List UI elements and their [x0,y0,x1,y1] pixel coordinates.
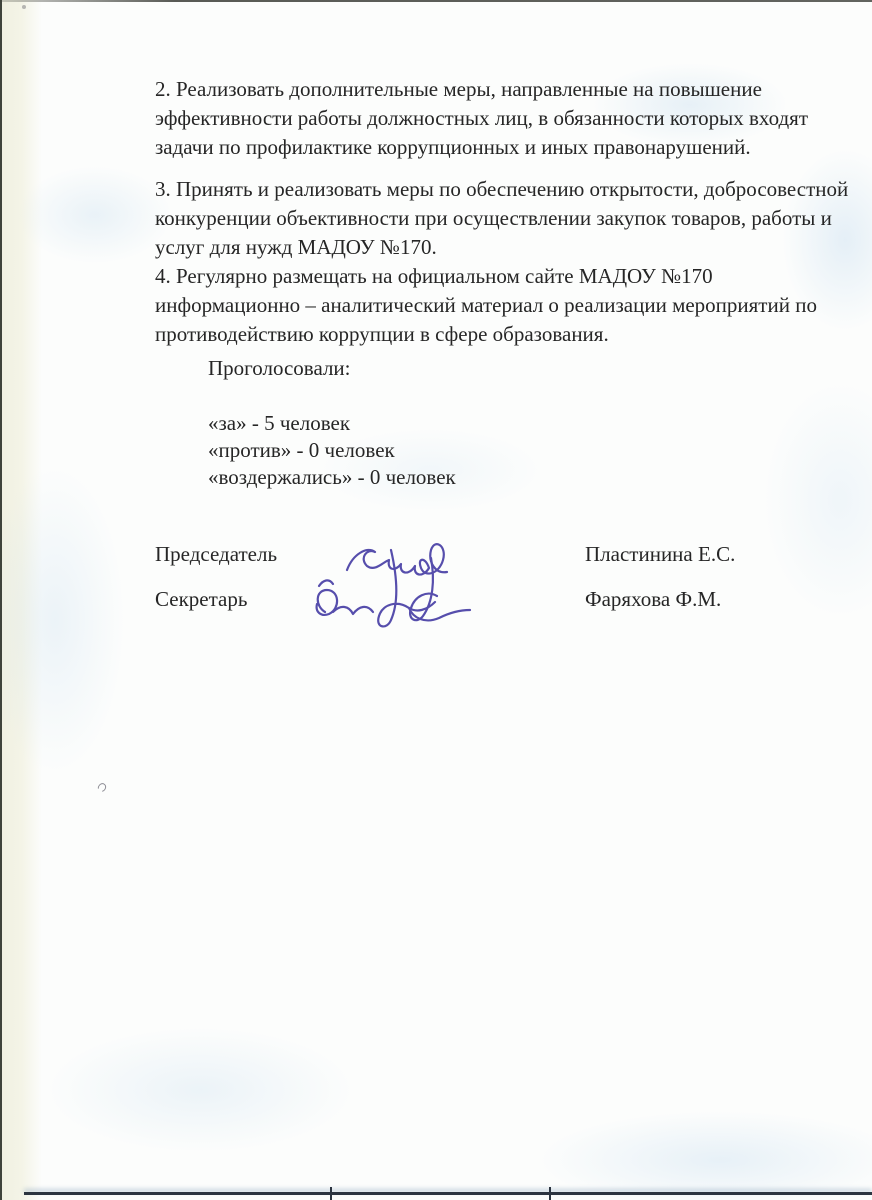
scan-edge-top [0,0,872,2]
resolution-item-2 [155,75,845,162]
signature-name: Пластинина Е.С. [585,542,736,566]
text-line: эффективности работы должностных лиц, в обязанности которых входят [155,106,809,130]
signature-role: Секретарь [155,587,248,611]
scan-speck [96,782,108,794]
resolution-item-4 [155,262,845,349]
signature-secretary-ink [317,550,470,626]
text-line: противодействию коррупции в сфере образования. [155,322,609,346]
signature-role: Председатель [155,542,278,566]
text-line: 4. Регулярно размещать на официальном сайте МАДОУ №170 [155,264,713,288]
voting-heading: Проголосовали: [208,356,351,380]
vote-result-for: «за» - 5 человек [208,411,351,435]
vote-result-against: «против» - 0 человек [208,438,395,462]
text-line: 3. Принять и реализовать меры по обеспечению открытости, добросовестной [155,177,849,201]
vote-result-abstained: «воздержались» - 0 человек [208,465,456,489]
text-line: информационно – аналитический материал о реализации мероприятий по [155,293,817,317]
text-line: 2. Реализовать дополнительные меры, направленные на повышение [155,77,762,101]
text-line: услуг для нужд МАДОУ №170. [155,235,437,259]
scan-speck [22,5,26,9]
scan-edge-left [0,0,2,1200]
text-line: задачи по профилактике коррупционных и иных правонарушений. [155,135,751,159]
scan-tick-mark [549,1187,551,1200]
signature-name: Фаряхова Ф.М. [585,587,722,611]
voting-results [208,410,456,491]
text-line: конкуренции объективности при осуществлении закупок товаров, работы и [155,206,832,230]
handwritten-signatures-ink [295,528,495,646]
scan-tick-mark [330,1187,332,1200]
resolution-item-3 [155,175,849,262]
scan-edge-bottom [24,1192,872,1195]
